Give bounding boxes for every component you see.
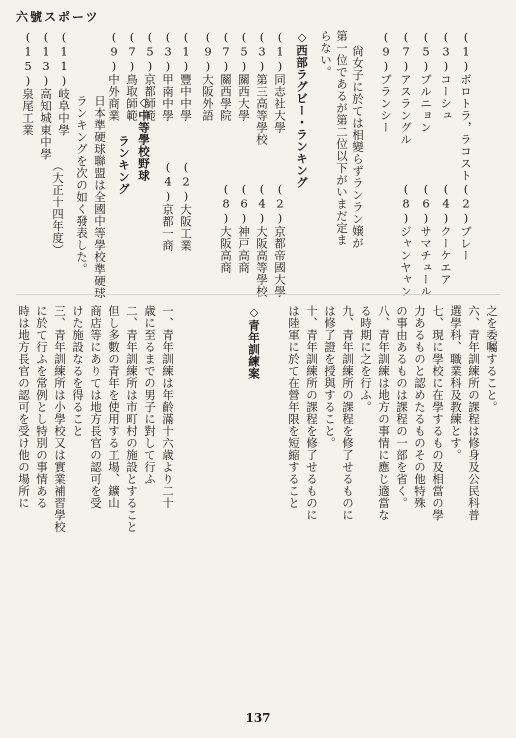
regulation-column: 力あるものと認めたるものその他特殊	[413, 305, 427, 509]
school-column: (1)豐中中學	[179, 30, 193, 122]
women-note: 第一位であるが第二位以下がいまだ定ま	[335, 30, 349, 246]
regulation-column: 三、青年訓練所は小學校又は實業補習學校	[53, 305, 67, 533]
rugby-column: (1)同志社大學	[273, 30, 287, 134]
regulation-column: 商店等にありては地方長官の認可を受	[89, 305, 103, 509]
regulation-column: の事由あるものは課程の一部を省く。	[395, 305, 409, 509]
name-column: (2)ブレー	[459, 182, 473, 262]
regulation-column: は陸軍に於て在營年限を短縮すること	[287, 305, 301, 509]
page-number: 137	[245, 711, 271, 725]
regulation-column: 歳に至るまでの男子に對して行ふ	[143, 305, 157, 485]
school-column: (7)鳥取師範	[125, 30, 139, 122]
school-column: (4)京都一商	[161, 160, 175, 252]
name-column: (1)ボロトラ，ラコスト	[459, 30, 473, 182]
regulation-column: る時期に之を行ふ。	[359, 305, 373, 413]
regulation-column: 九、青年訓練所の課程を修了せるものに	[341, 305, 355, 521]
rugby-column: (6)神戸高商	[237, 182, 251, 274]
regulation-column: は修了證を授與すること。	[323, 305, 337, 449]
school-column: (15)泉尾工業	[21, 30, 35, 136]
regulation-column: に於て行ふを常例とし特別の事情ある	[35, 305, 49, 509]
school-column: (2)大阪工業	[179, 160, 193, 252]
women-note: らない。	[319, 30, 333, 78]
running-header: 六號スポーツ	[16, 10, 100, 24]
name-column: (7)アスラングル	[399, 30, 413, 146]
rugby-column: (2)京都帝國大學	[273, 182, 287, 298]
baseball-subheading: ランキング	[117, 135, 131, 195]
school-column: (5)京都師範	[143, 30, 157, 122]
baseball-year: （大正十四年度）	[51, 160, 65, 256]
regulation-column: けた施設なるを得ること	[71, 305, 85, 437]
regulation-column: 但し多數の青年を使用する工場、鑛山	[107, 305, 121, 509]
name-column: (9)ブランシー	[379, 30, 393, 134]
regulation-column: 之を委囑すること。	[485, 305, 499, 413]
baseball-text: ランキングを次の如く發表した。	[75, 95, 89, 275]
regulation-column: 八、青年訓練は地方の事情に應じ適當な	[377, 305, 391, 521]
school-column: (9)中外商業	[107, 30, 121, 122]
baseball-heading: ◇中等學校野球	[137, 95, 151, 182]
section-divider	[16, 294, 500, 295]
rugby-column: (8)大阪高商	[219, 182, 233, 274]
baseball-text: 日本準硬球聯盟は全國中等學校準硬球	[93, 95, 107, 299]
school-column: (11)岐阜中學	[57, 30, 71, 136]
regulation-column: 二、青年訓練所は市町村の施設とすること	[125, 305, 139, 533]
name-column: (5)ブルニョン	[419, 30, 433, 134]
rugby-column: (5)關西大學	[237, 30, 251, 122]
regulation-column: 六、青年訓練所の課程は修身及公民科普	[467, 305, 481, 521]
regulation-column: 時は地方長官の認可を受け他の場所に	[17, 305, 31, 509]
school-column: (3)甲南中學	[161, 30, 175, 122]
regulation-column: 一、青年訓練は年齡滿十六歳より二十	[161, 305, 175, 509]
name-column: (6)サマチュール	[419, 182, 433, 298]
regulation-column: 十、青年訓練所の課程を修了せるものに	[305, 305, 319, 521]
rugby-column: (3)第三高等學校	[255, 30, 269, 146]
school-column: (13)高知城東中學	[39, 30, 53, 160]
name-column: (8)ジャンヤャン	[399, 182, 413, 298]
regulation-column: 七、現に學校に在學するもの及相當の學	[431, 305, 445, 521]
youth-heading: ◇青年訓練案	[247, 305, 261, 380]
name-column: (4)クーケエア	[439, 182, 453, 286]
women-note: 尙女子に於ては相變らずランラン嬢が	[351, 45, 365, 249]
rugby-column: (4)大阪高等學校	[255, 182, 269, 298]
rugby-column: (9)大阪外語	[201, 30, 215, 122]
rugby-column: (7)關西學院	[219, 30, 233, 122]
regulation-column: 選學科、職業科及教練とす。	[449, 305, 463, 461]
name-column: (3)コーシュ	[439, 30, 453, 122]
rugby-heading: ◇西部ラグビー・ランキング	[295, 30, 309, 189]
